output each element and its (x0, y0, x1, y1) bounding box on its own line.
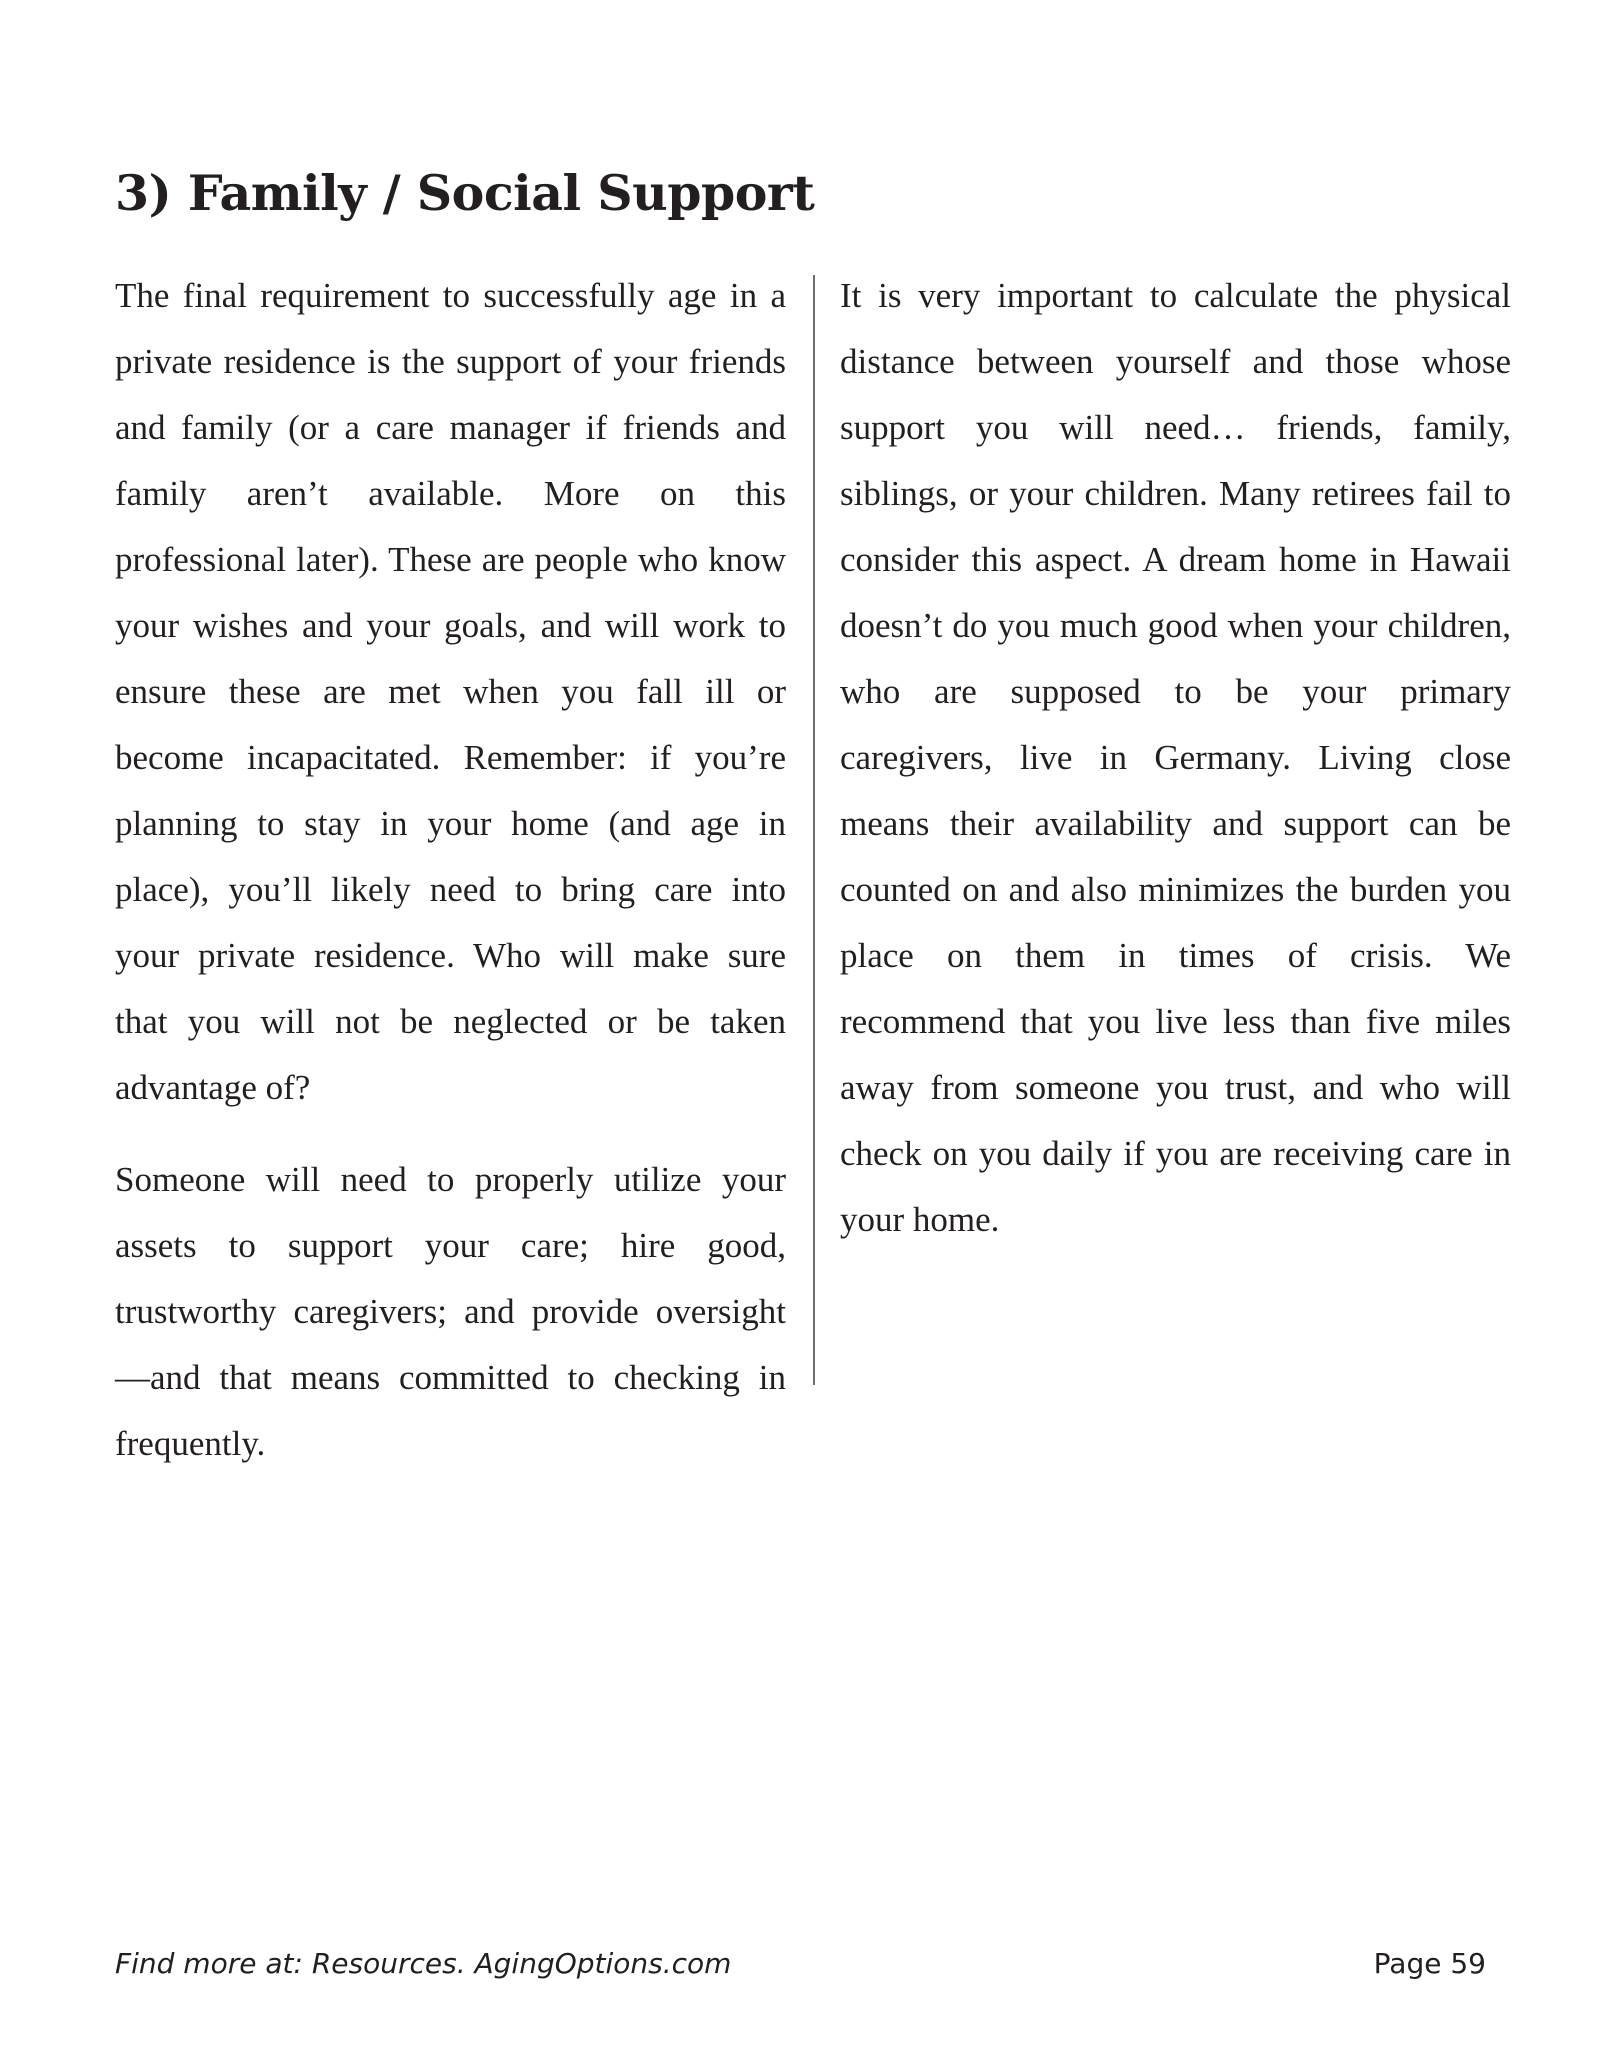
section-heading: 3) Family / Social Support (115, 164, 815, 222)
right-column (840, 263, 1511, 1253)
body-paragraph: It is very important to calculate the physical distance between yourself and those whose support you will need… friends, family, siblings, or your children. Many retirees fail to consider this aspect. A dream home in Hawaii doesn’t do you much good when your children, who are supposed to be your primary caregivers, live in Germany. Living close means their availability and support can be counted on and also minimizes the burden you place on them in times of crisis. We recommend that you live less than five miles away from someone you trust, and who will check on you daily if you are receiving care in your home. (840, 276, 1511, 1239)
body-paragraph: The final requirement to successfully age in a private residence is the support of your friends and family (or a care manager if friends and family aren’t available. More on this professional later). These are people who know your wishes and your goals, and will work to ensure these are met when you fall ill or become incapacitated. Remember: if you’re planning to stay in your home (and age in place), you’ll likely need to bring care into your private residence. Who will make sure that you will not be neglected or be taken advantage of? (115, 276, 786, 1107)
left-column (115, 263, 786, 1477)
page-number: Page 59 (1373, 1947, 1486, 1980)
body-paragraph: Someone will need to properly utilize your assets to support your care; hire good, trustworthy caregivers; and provide oversight—and that means committed to checking in frequently. (115, 1160, 786, 1463)
footer-source-link: Find more at: Resources. AgingOptions.com (115, 1947, 732, 1980)
column-divider (813, 275, 815, 1385)
